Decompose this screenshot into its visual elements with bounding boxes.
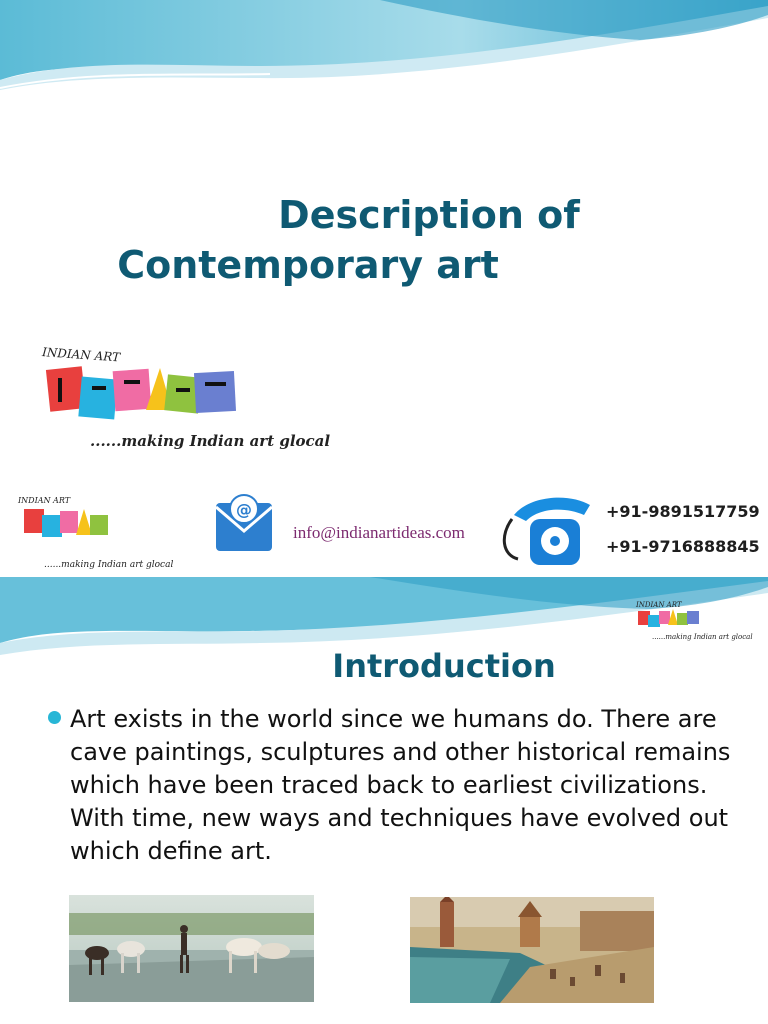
email-icon (216, 495, 272, 551)
painting-farmers-oxen (69, 895, 314, 1002)
logo-brand-top: INDIAN ART (41, 345, 121, 365)
telephone-icon (504, 498, 590, 565)
corner-logo (632, 597, 762, 647)
corner-logo-tagline: ......making Indian art glocal (652, 633, 753, 641)
contact-bar (0, 485, 768, 575)
email-address: info@indianartideas.com (293, 523, 465, 542)
introduction-slide (0, 577, 768, 1024)
logo-tagline: ......making Indian art glocal (90, 432, 331, 450)
introduction-heading: Introduction (332, 647, 556, 685)
small-logo-brand: INDIAN ART (18, 496, 71, 505)
title-line-1: Description of (278, 193, 580, 237)
phone-number-1: +91-9891517759 (606, 502, 760, 521)
bullet-icon (48, 711, 61, 724)
corner-logo-brand: INDIAN ART (636, 601, 682, 609)
slide-title (0, 190, 768, 290)
header-wave-decoration (0, 0, 768, 110)
svg-text:@: @ (236, 500, 252, 519)
phone-number-2: +91-9716888845 (606, 537, 760, 556)
indian-art-ideas-logo (40, 340, 340, 455)
intro-bullet-text: Art exists in the world since we humans do. There are cave paintings, sculptures and other historical remains which have been traced back to earliest civilizations. With time, new ways and techniques have evolved out which define art. (70, 705, 731, 865)
small-logo-tagline: ......making Indian art glocal (44, 560, 174, 570)
painting-river-ghats (410, 897, 654, 1003)
title-line-2: Contemporary art (117, 243, 499, 287)
